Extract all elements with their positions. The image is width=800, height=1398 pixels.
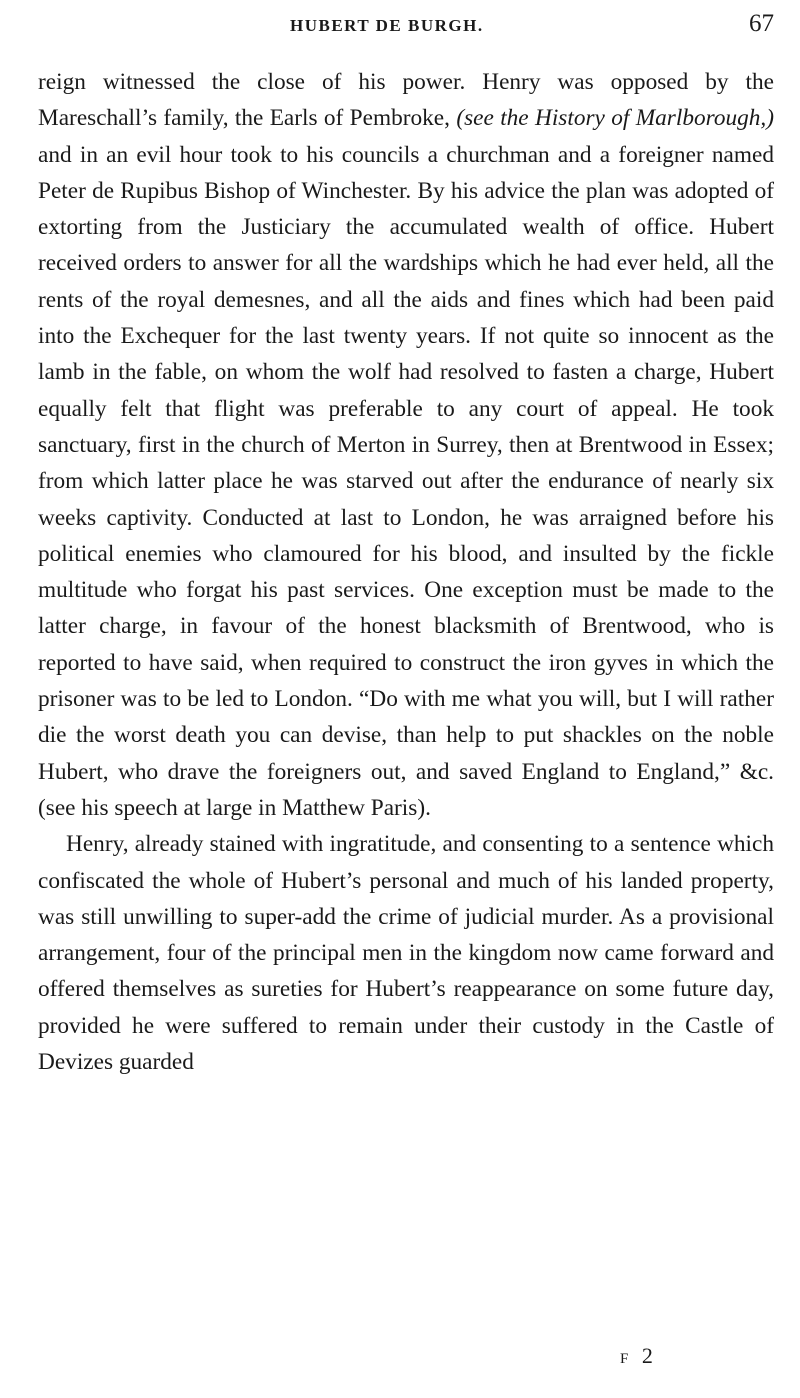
signature-letter: F <box>620 1351 633 1367</box>
signature-number: 2 <box>641 1343 657 1368</box>
running-head <box>0 6 800 46</box>
body-text <box>38 64 774 1080</box>
paragraph-1-text-b: and in an evil hour took to his councils a churchman and a foreigner named Peter de Rupibus Bishop of Winchester. By his advice the plan was adopted of extorting from the Justiciary the accumulated wealth of office. Hubert received orders to answer for all the wardships which he had ever held, all the rents of the royal demesnes, and all the aids and fines which had been paid into the Exchequer for the last twenty years. If not quite so innocent as the lamb in the fable, on whom the wolf had resolved to fasten a charge, Hubert equally felt that flight was preferable to any court of appeal. He took sanctuary, first in the church of Merton in Surrey, then at Brentwood in Essex; from which latter place he was starved out after the endurance of nearly six weeks captivity. Conducted at last to London, he was arraigned before his political enemies who clamoured for his blood, and insulted by the fickle multitude who forgat his past services. One exception must be made to the latter charge, in favour of the honest blacksmith of Brentwood, who is reported to have said, when required to construct the iron gyves in which the prisoner was to be led to London. “Do with me what you will, but I will rather die the worst death you can devise, than help to put shackles on the noble Hubert, who drave the foreigners out, and saved England to England,” &c. (see his speech at large in Matthew Paris). <box>38 141 774 821</box>
page-number: 67 <box>749 10 774 37</box>
running-title: HUBERT DE BURGH. <box>290 16 484 35</box>
paragraph-1-text-a: reign witnessed the close of his power. Henry was opposed by the Mareschall’s family, the Earls of Pembroke, <box>38 69 774 132</box>
paragraph-1 <box>38 64 774 826</box>
signature-mark <box>620 1343 657 1369</box>
paragraph-2: Henry, already stained with ingratitude, and consenting to a sentence which confiscated the whole of Hubert’s personal and much of his landed property, was still unwilling to super-add the crime of judicial murder. As a provisional arrangement, four of the principal men in the kingdom now came forward and offered themselves as sureties for Hubert’s reappearance on some future day, provided he were suffered to remain under their custody in the Castle of Devizes guarded <box>38 831 774 1076</box>
paragraph-1-italic-reference: (see the History of Marlborough,) <box>456 105 775 132</box>
